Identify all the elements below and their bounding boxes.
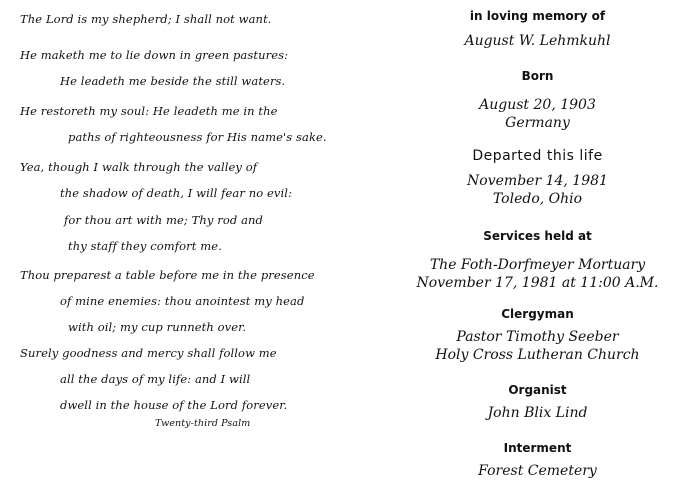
- born-date: August 20, 1903: [479, 97, 596, 113]
- services-label: Services held at: [483, 229, 592, 243]
- psalm-line: of mine enemies: thou anointest my head: [60, 294, 305, 308]
- born-place: Germany: [505, 115, 570, 131]
- deceased-name: August W. Lehmkuhl: [464, 33, 611, 49]
- psalm-line: paths of righteousness for His name's sake.: [68, 130, 327, 144]
- interment-place: Forest Cemetery: [478, 463, 597, 479]
- psalm-line: the shadow of death, I will fear no evil:: [60, 186, 293, 200]
- organist-label: Organist: [508, 383, 567, 397]
- clergy-label: Clergyman: [501, 307, 574, 321]
- clergy-name: Pastor Timothy Seeber: [456, 329, 619, 345]
- psalm-line: all the days of my life: and I will: [60, 372, 251, 386]
- psalm-line: Surely goodness and mercy shall follow me: [20, 346, 277, 360]
- psalm-line: dwell in the house of the Lord forever.: [60, 398, 288, 412]
- psalm-line: The Lord is my shepherd; I shall not want.: [20, 12, 272, 26]
- psalm-line: Yea, though I walk through the valley of: [20, 160, 258, 174]
- departed-label: Departed this life: [472, 148, 603, 164]
- psalm-line: for thou art with me; Thy rod and: [64, 213, 264, 227]
- clergy-church: Holy Cross Lutheran Church: [435, 347, 640, 363]
- psalm-line: He restoreth my soul: He leadeth me in the: [20, 104, 278, 118]
- psalm-line: thy staff they comfort me.: [68, 239, 222, 253]
- psalm-line: He leadeth me beside the still waters.: [60, 74, 286, 88]
- interment-label: Interment: [503, 441, 572, 455]
- services-place: The Foth-Dorfmeyer Mortuary: [429, 257, 646, 273]
- psalm-credit: Twenty-third Psalm: [155, 418, 251, 429]
- services-time: November 17, 1981 at 11:00 A.M.: [416, 275, 659, 291]
- psalm-line: He maketh me to lie down in green pastures:: [20, 48, 289, 62]
- departed-date: November 14, 1981: [467, 173, 608, 189]
- psalm-line: Thou preparest a table before me in the presence: [20, 268, 315, 282]
- psalm-line: with oil; my cup runneth over.: [68, 320, 247, 334]
- memorial-heading: in loving memory of: [469, 9, 606, 23]
- born-label: Born: [521, 69, 554, 83]
- organist-name: John Blix Lind: [487, 405, 588, 421]
- departed-place: Toledo, Ohio: [492, 191, 583, 207]
